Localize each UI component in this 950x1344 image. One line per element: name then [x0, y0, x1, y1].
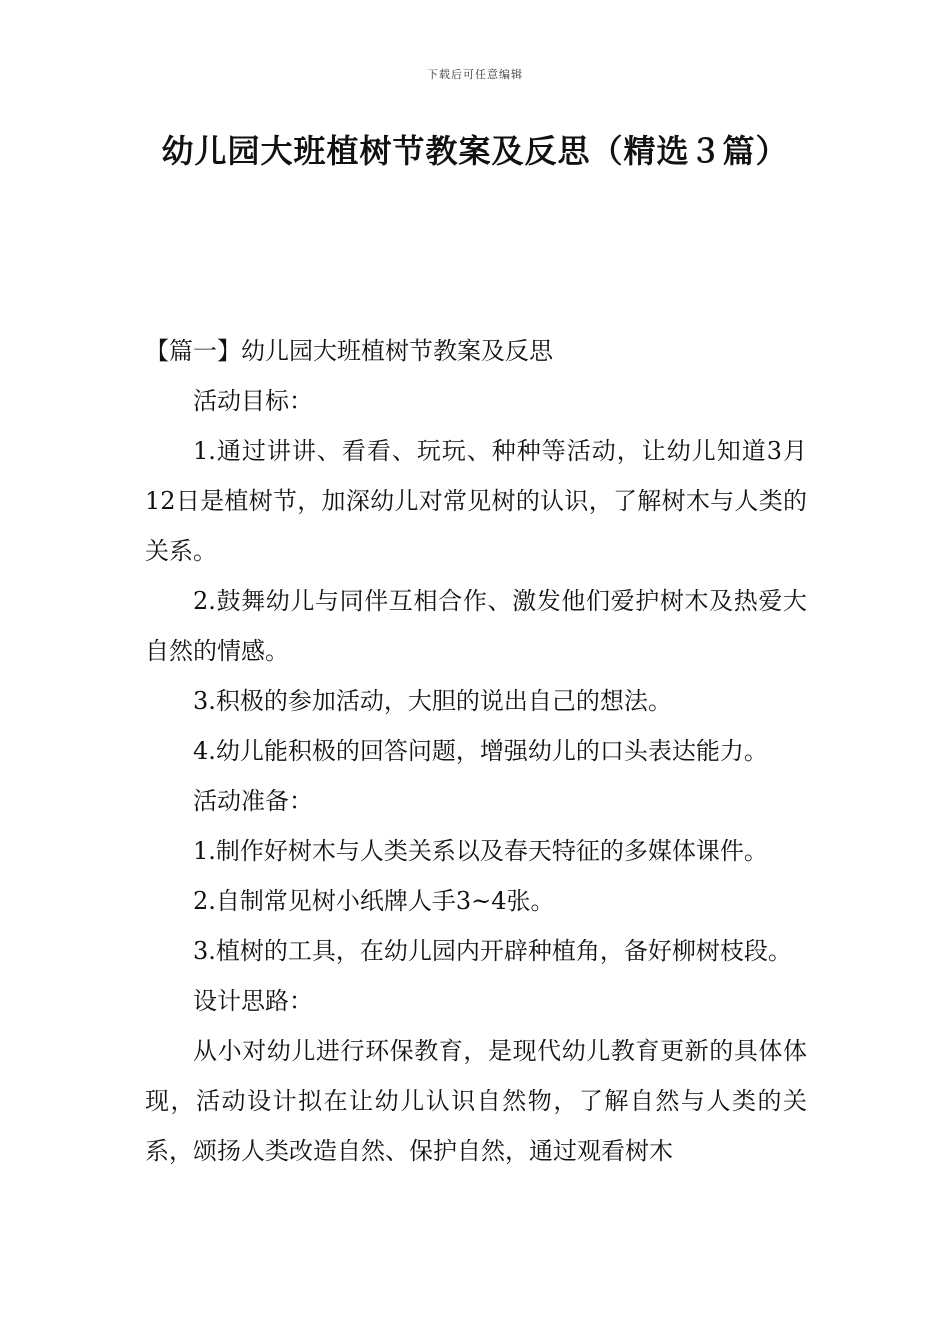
- paragraph-preparation-heading: 活动准备：: [193, 787, 313, 815]
- paragraph-activity-goals-heading: 活动目标：: [193, 387, 313, 415]
- paragraph-preparation-2: 2.自制常见树小纸牌人手3~4张。: [193, 887, 555, 915]
- paragraph-goal-2: 2.鼓舞幼儿与同伴互相合作、激发他们爱护树木及热爱大自然的情感。: [145, 587, 807, 665]
- paragraph-goal-4: 4.幼儿能积极的回答问题，增强幼儿的口头表达能力。: [193, 737, 768, 765]
- section-heading: 【篇一】幼儿园大班植树节教案及反思: [145, 337, 553, 365]
- header-note: 下载后可任意编辑: [427, 68, 523, 81]
- paragraph-preparation-1: 1.制作好树木与人类关系以及春天特征的多媒体课件。: [193, 837, 768, 865]
- paragraph-preparation-3: 3.植树的工具，在幼儿园内开辟种植角，备好柳树枝段。: [193, 937, 792, 965]
- paragraph-design-heading: 设计思路：: [193, 987, 313, 1015]
- document-body: [145, 326, 807, 1176]
- paragraph-goal-3: 3.积极的参加活动，大胆的说出自己的想法。: [193, 687, 672, 715]
- paragraph-goal-1: 1.通过讲讲、看看、玩玩、种种等活动，让幼儿知道3月12日是植树节，加深幼儿对常见树的认识，了解树木与人类的关系。: [145, 437, 807, 565]
- paragraph-design-text: 从小对幼儿进行环保教育，是现代幼儿教育更新的具体体现，活动设计拟在让幼儿认识自然物，了解自然与人类的关系，颂扬人类改造自然、保护自然，通过观看树木: [145, 1037, 807, 1165]
- document-title: 幼儿园大班植树节教案及反思（精选３篇）: [161, 132, 789, 170]
